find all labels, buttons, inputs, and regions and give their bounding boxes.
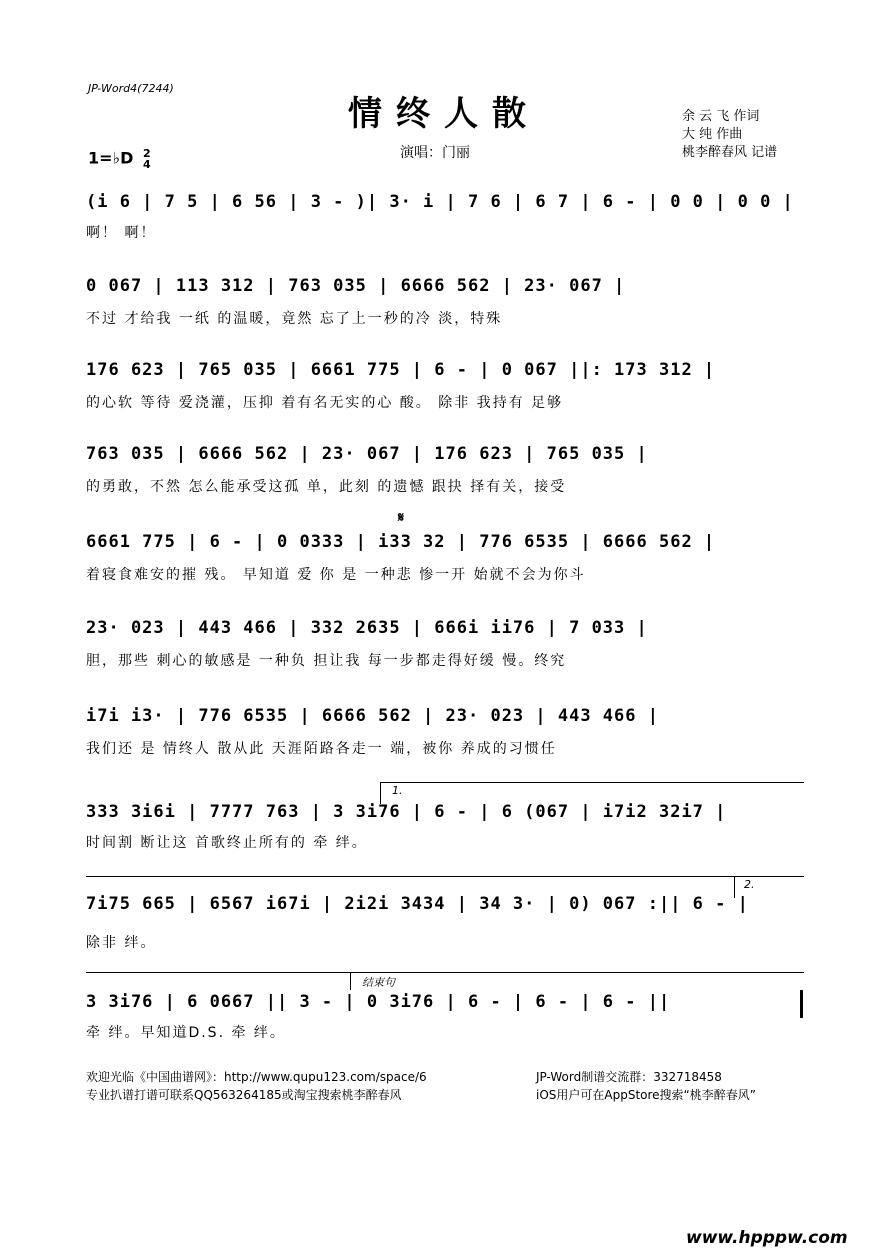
author-credits <box>682 108 777 162</box>
ending-hook <box>350 972 351 990</box>
volta-1-bracket <box>380 782 804 783</box>
lyric-line-1: 啊！ 啊！ <box>86 225 157 241</box>
notation-line-6: 23· 023 | 443 466 | 332 2635 | 666i ii76 | 7 033 | <box>86 618 648 638</box>
notation-line-2: 0 067 | 113 312 | 763 035 | 6666 562 | 23· 067 | <box>86 276 626 296</box>
time-numerator: 2 <box>142 147 151 160</box>
footer-ios-line: iOS用户可在AppStore搜索“桃李醉春风” <box>536 1088 756 1102</box>
notation-line-1: (i 6 | 7 5 | 6 56 | 3 - )| 3· i | 7 6 | 6 7 | 6 - | 0 0 | 0 0 | <box>86 192 794 212</box>
footer-left <box>86 1068 427 1104</box>
notation-line-10: 3 3i76 | 6 0667 || 3 - | 0 3i76 | 6 - | 6 - | 6 - || <box>86 992 671 1012</box>
key-label: 1=♭D <box>88 148 134 168</box>
lyric-line-3: 的心软 等待 爱浇灌，压抑 着有名无实的心 酸。 除非 我持有 足够 <box>86 395 564 411</box>
lyric-line-9: 除非 绊。 <box>86 935 157 951</box>
notation-line-3: 176 623 | 765 035 | 6661 775 | 6 - | 0 067 ||: 173 312 | <box>86 360 716 380</box>
song-title: 情终人散 <box>348 94 540 134</box>
volta-1-hook <box>380 782 381 804</box>
site-watermark[interactable]: www.hpppw.com <box>686 1228 848 1248</box>
lyric-line-8: 时间割 断让这 首歌终止所有的 牵 绊。 <box>86 835 368 851</box>
lyric-line-5: 着寝食难安的摧 残。 早知道 爱 你 是 一种悲 惨一开 始就不会为你斗 <box>86 567 586 583</box>
lyricist-credit: 余 云 飞 作词 <box>682 109 760 124</box>
notation-line-8: 333 3i6i | 7777 763 | 3 3i76 | 6 - | 6 (067 | i7i2 32i7 | <box>86 802 727 822</box>
lyric-line-7: 我们还 是 情终人 散从此 天涯陌路各走一 端，被你 养成的习惯任 <box>86 741 557 757</box>
lyric-line-4: 的勇敢，不然 怎么能承受这孤 单，此刻 的遗憾 跟抉 择有关，接受 <box>86 479 567 495</box>
volta-2-label: 2. <box>744 878 755 891</box>
time-denominator: 4 <box>142 158 151 171</box>
transcriber-credit: 桃李醉春风 记谱 <box>682 145 778 160</box>
notation-line-5: 6661 775 | 6 - | 0 0333 | i33 32 | 776 6535 | 6666 562 | <box>86 532 716 552</box>
final-barline <box>800 990 803 1018</box>
footer-group-line: JP-Word制谱交流群：332718458 <box>536 1070 722 1084</box>
notation-line-7: i7i i3· | 776 6535 | 6666 562 | 23· 023 | 443 466 | <box>86 706 659 726</box>
key-signature <box>88 148 151 170</box>
notation-line-4: 763 035 | 6666 562 | 23· 067 | 176 623 | 765 035 | <box>86 444 648 464</box>
segno-sign: 𝄋 <box>398 510 405 526</box>
footer-right <box>536 1068 756 1104</box>
composer-credit: 大 纯 作曲 <box>682 127 743 142</box>
volta-1-label: 1. <box>392 784 403 797</box>
notation-line-9: 7i75 665 | 6567 i67i | 2i2i 3434 | 34 3· | 0) 067 :|| 6 - | <box>86 894 749 914</box>
footer-website-line: 欢迎光临《中国曲谱网》：http://www.qupu123.com/space/6 <box>86 1070 427 1084</box>
time-signature <box>143 148 151 170</box>
lyric-line-10: 牵 绊。早知道D.S. 牵 绊。 <box>86 1025 286 1041</box>
ending-bracket <box>86 972 804 973</box>
lyric-line-2: 不过 才给我 一纸 的温暖，竟然 忘了上一秒的冷 淡，特殊 <box>86 311 503 327</box>
lyric-line-6: 胆，那些 刺心的敏感是 一种负 担让我 每一步都走得好缓 慢。终究 <box>86 653 567 669</box>
ending-label: 结束句 <box>362 976 395 989</box>
singer-credit: 演唱：门丽 <box>400 145 470 161</box>
volta-continuation-bracket <box>86 876 804 877</box>
source-note: JP-Word4(7244) <box>88 82 174 95</box>
footer-contact-line: 专业扒谱打谱可联系QQ563264185或淘宝搜索桃李醉春风 <box>86 1088 402 1102</box>
